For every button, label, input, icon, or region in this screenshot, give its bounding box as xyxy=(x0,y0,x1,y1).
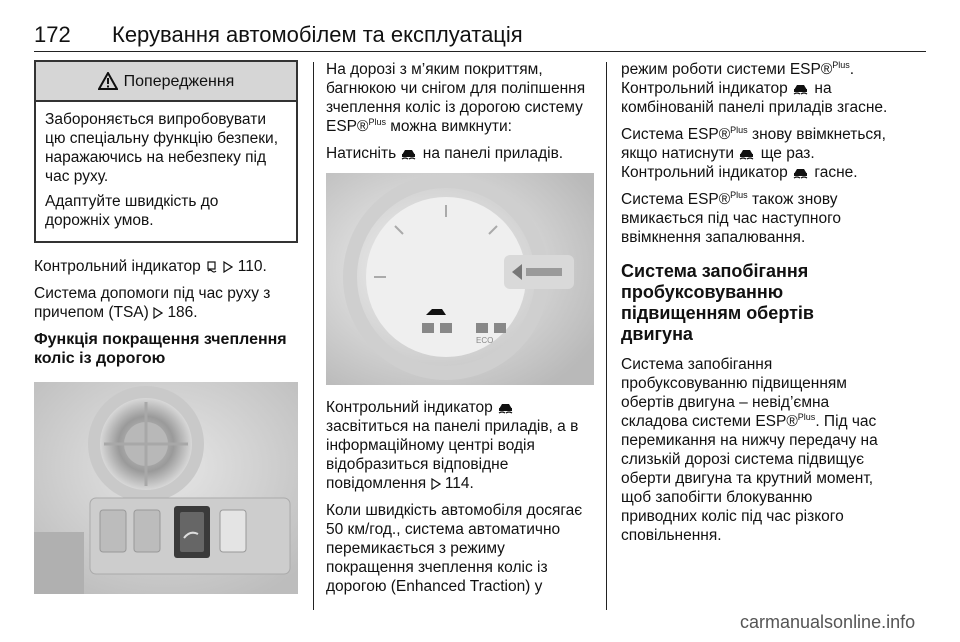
column-2 xyxy=(326,60,594,604)
esp-ignition-text-2: також знову вмикається під час наступного ввімкнення запалювання. xyxy=(621,191,842,246)
warning-triangle-icon xyxy=(98,72,118,90)
tsa-ref: 186. xyxy=(167,304,198,321)
tsa-paragraph xyxy=(34,284,298,322)
esp-mode-paragraph xyxy=(621,60,889,117)
esp-ignition-paragraph xyxy=(621,190,889,247)
plus-superscript: Plus xyxy=(797,411,816,422)
tsa-text: Система допомоги під час руху з причепом (TSA) xyxy=(34,285,271,321)
column-divider xyxy=(313,62,314,610)
warning-title: Попередження xyxy=(123,72,235,90)
skid-car-icon xyxy=(497,401,515,415)
esp-off-text-end: можна вимкнути: xyxy=(385,118,512,135)
header-rule xyxy=(34,51,926,52)
indicator-on-text: Контрольний індикатор xyxy=(326,399,498,416)
indicator-on-ref: 114. xyxy=(444,475,474,492)
warning-text-1: Забороняється випробовувати цю спеціальну функцію безпеки, наражаючись на небезпеку під час руху. xyxy=(45,111,279,185)
column-divider xyxy=(606,62,607,610)
lug-paragraph xyxy=(621,355,889,545)
plus-superscript: Plus xyxy=(730,124,748,135)
esp-mode-text: режим роботи системи ESP® xyxy=(621,61,833,78)
lug-text: Система запобігання пробуксовуванню підвищенням обертів двигуна – невід’ємна складова системи ESP® xyxy=(621,356,847,430)
skid-car-icon xyxy=(400,147,418,161)
esp-reenable-text-3: ще раз. Контрольний індикатор xyxy=(621,145,815,181)
watermark: carmanualsonline.info xyxy=(740,612,916,632)
trailer-icon xyxy=(205,260,219,274)
indicator-on-paragraph xyxy=(326,398,594,493)
esp-reenable-text: Система ESP® xyxy=(621,126,731,143)
press-text-end: на панелі приладів. xyxy=(422,145,564,162)
plus-superscript: Plus xyxy=(730,189,748,200)
skid-car-icon xyxy=(792,166,810,180)
control-indicator-ref: 110. xyxy=(237,258,267,275)
speed-switch-paragraph: Коли швидкість автомобіля досягає 50 км/год., система автоматично перемикається з режиму покращення зчеплення коліс із дорогою (Enhanced Traction) у xyxy=(326,502,583,595)
plus-superscript: Plus xyxy=(832,59,850,70)
skid-car-icon xyxy=(792,82,810,96)
page-reference-icon xyxy=(223,261,233,273)
esp-off-text: На дорозі з м’яким покриттям, багнюкою чи снігом для поліпшення зчеплення коліс із дорогою систему ESP® xyxy=(326,61,586,135)
page-header xyxy=(34,22,926,52)
column-1 xyxy=(34,60,298,599)
esp-off-paragraph xyxy=(326,60,594,136)
page-reference-icon xyxy=(431,478,441,490)
page-reference-icon xyxy=(153,307,163,319)
page-number: 172 xyxy=(34,22,71,47)
lug-text-2: . Під час перемикання на нижчу передачу на слизькій дорозі система підвищує оберти двигуна та крутний момент, щоб запобігти блокуванню приводних коліс під час різкого сповільнення. xyxy=(621,413,878,544)
esp-reenable-text-2: знову ввімкнеться, якщо натиснути xyxy=(621,126,886,162)
section-heading-traction: Функція покращення зчеплення коліс із дорогою xyxy=(34,331,287,367)
esp-reenable-paragraph xyxy=(621,125,889,182)
plus-superscript: Plus xyxy=(368,116,386,127)
esp-ignition-text: Система ESP® xyxy=(621,191,731,208)
press-text: Натисніть xyxy=(326,145,401,162)
column-3 xyxy=(621,60,889,553)
skid-car-icon xyxy=(738,147,756,161)
warning-box xyxy=(34,60,298,243)
press-button-paragraph xyxy=(326,144,594,163)
dashboard-switch-illustration xyxy=(34,382,298,594)
esp-mode-text-3: на комбінованій панелі приладів згасне. xyxy=(621,80,888,116)
warning-header xyxy=(36,62,296,102)
warning-text-2: Адаптуйте швидкість до дорожніх умов. xyxy=(45,193,219,229)
control-indicator-text: Контрольний індикатор xyxy=(34,258,201,275)
indicator-on-text-2: засвітиться на панелі приладів, а в інформаційному центрі водія відобразиться відповідне повідомлення xyxy=(326,418,579,492)
page-title: Керування автомобілем та експлуатація xyxy=(112,22,523,47)
eco-label: ECO xyxy=(476,336,494,345)
esp-reenable-text-4: гасне. xyxy=(814,164,858,181)
esp-mode-text-2: . Контрольний індикатор xyxy=(621,61,855,97)
section-heading-lug: Система запобігання пробуксовуванню підвищенням обертів двигуна xyxy=(621,261,814,344)
instrument-cluster-illustration xyxy=(326,173,594,385)
control-indicator-paragraph xyxy=(34,257,298,276)
